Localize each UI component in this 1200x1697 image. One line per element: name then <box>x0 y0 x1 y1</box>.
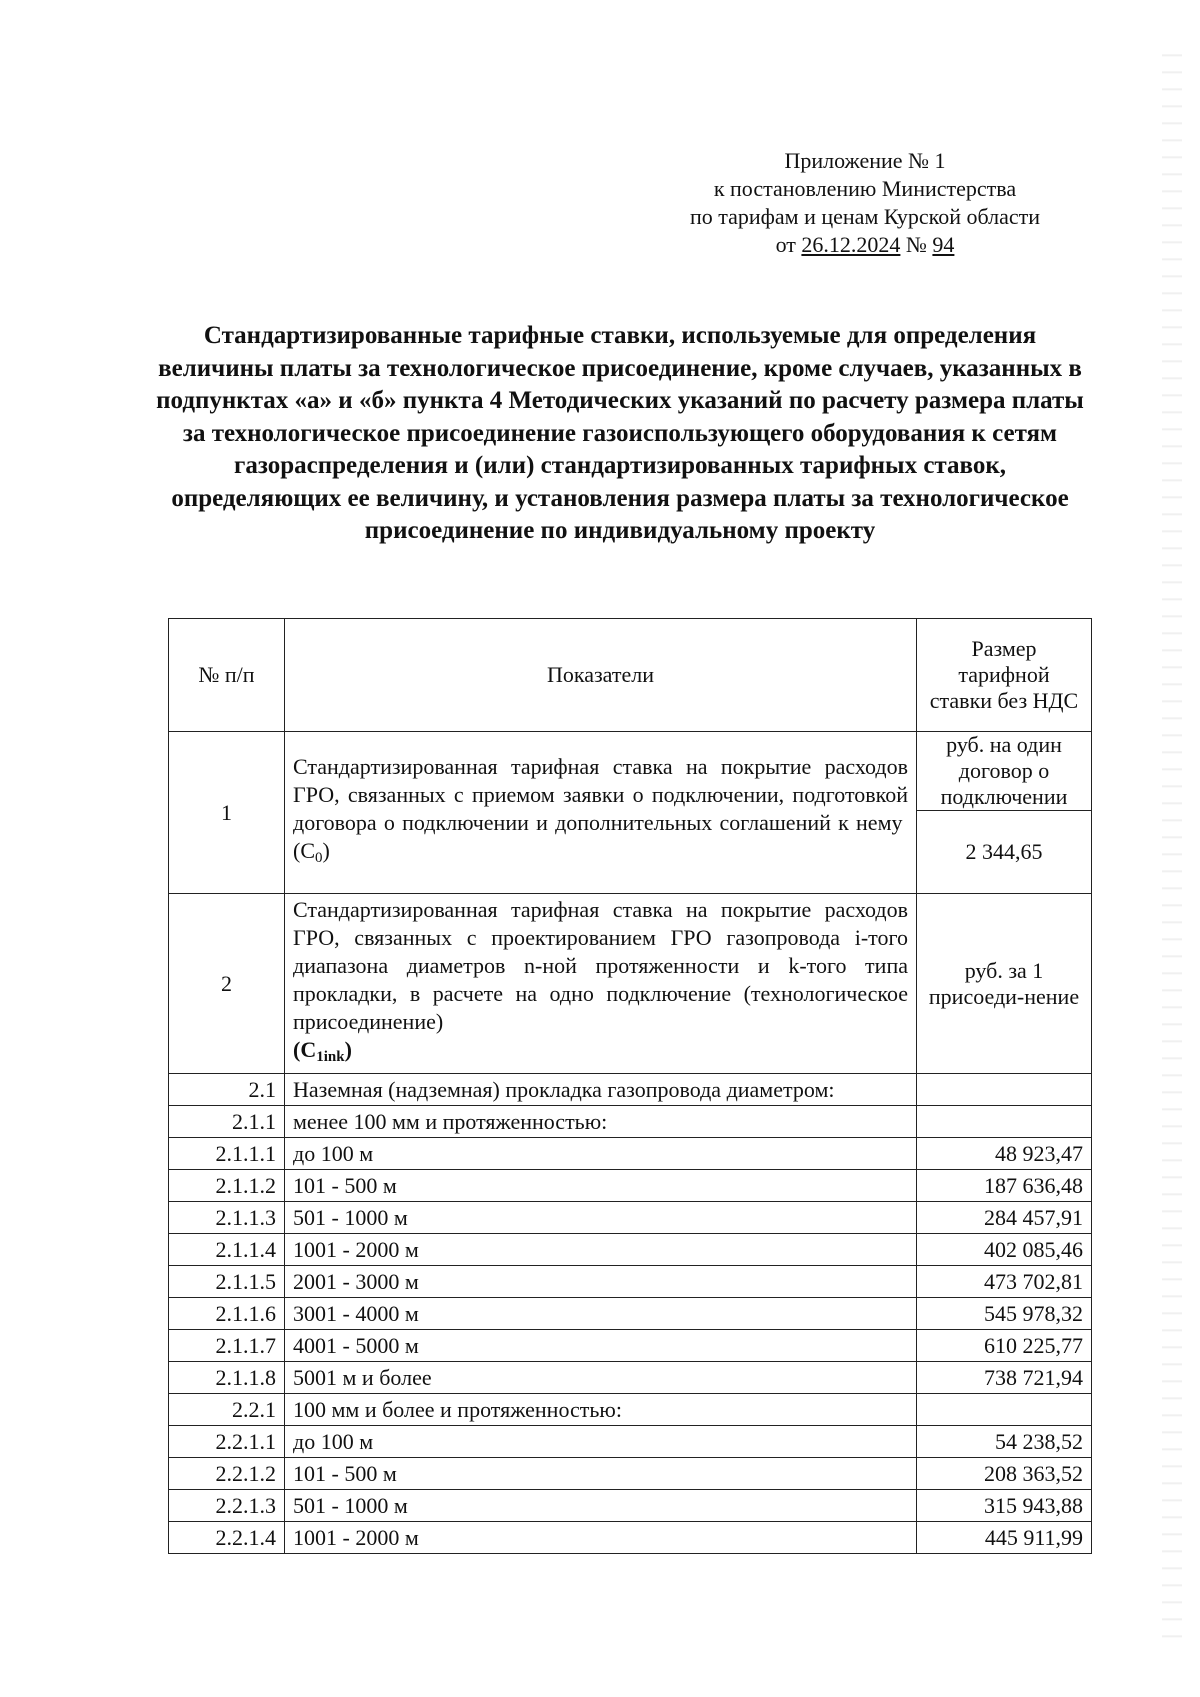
item-1-num: 1 <box>169 732 285 894</box>
row-num: 2.1.1.6 <box>169 1298 285 1330</box>
row-indicator: 501 - 1000 м <box>285 1490 917 1522</box>
row-num: 2.2.1.2 <box>169 1458 285 1490</box>
row-value: 284 457,91 <box>917 1202 1092 1234</box>
appendix-label: Приложение № 1 <box>784 148 946 173</box>
row-value <box>917 1106 1092 1138</box>
row-num: 2.1.1.4 <box>169 1234 285 1266</box>
row-num: 2.1.1.3 <box>169 1202 285 1234</box>
row-value: 610 225,77 <box>917 1330 1092 1362</box>
table-row <box>169 1458 1092 1490</box>
row-value: 738 721,94 <box>917 1362 1092 1394</box>
header-num: № п/п <box>169 619 285 732</box>
table-row <box>169 1522 1092 1554</box>
item-1-value: 2 344,65 <box>917 811 1092 894</box>
row-num: 2.1.1.8 <box>169 1362 285 1394</box>
row-indicator: до 100 м <box>285 1426 917 1458</box>
row-indicator: 1001 - 2000 м <box>285 1522 917 1554</box>
table-row <box>169 1234 1092 1266</box>
row-num: 2.2.1.3 <box>169 1490 285 1522</box>
table-row <box>169 1106 1092 1138</box>
table-row <box>169 1298 1092 1330</box>
row-indicator: 101 - 500 м <box>285 1458 917 1490</box>
item-1-row-a <box>169 732 1092 811</box>
row-num: 2.1.1.2 <box>169 1170 285 1202</box>
row-indicator: 1001 - 2000 м <box>285 1234 917 1266</box>
resolution-number: 94 <box>932 232 955 257</box>
table-row <box>169 1362 1092 1394</box>
resolution-date-line: от 26.12.2024 № 94 <box>775 232 955 257</box>
row-indicator: 100 мм и более и протяженностью: <box>285 1394 917 1426</box>
row-value: 315 943,88 <box>917 1490 1092 1522</box>
rates-table <box>168 618 1092 1554</box>
row-indicator: 3001 - 4000 м <box>285 1298 917 1330</box>
row-indicator: до 100 м <box>285 1138 917 1170</box>
table-row <box>169 1394 1092 1426</box>
header-value: Размер тарифной ставки без НДС <box>917 619 1092 732</box>
document-title: Стандартизированные тарифные ставки, используемые для определения величины платы за технологическое присоединение, кроме случаев, указанных в подпунктах «а» и «б» пункта 4 Методических указаний по расчету размера платы за технологическое присоединение газоиспользующего оборудования к сетям газораспределения и (или) стандартизированных тарифных ставок, определяющих ее величину, и установления размера платы за технологическое присоединение по индивидуальному проекту <box>156 322 1084 544</box>
document-header <box>640 147 1090 259</box>
row-num: 2.1.1.1 <box>169 1138 285 1170</box>
row-value: 545 978,32 <box>917 1298 1092 1330</box>
table-row <box>169 1138 1092 1170</box>
row-num: 2.2.1.1 <box>169 1426 285 1458</box>
row-num: 2.1.1.7 <box>169 1330 285 1362</box>
scan-edge-noise <box>1162 40 1182 1640</box>
resolution-label: к постановлению Министерства <box>713 176 1017 201</box>
row-value: 54 238,52 <box>917 1426 1092 1458</box>
item-2-symbol: $(C_{1ink})$ <box>293 1037 352 1065</box>
item-2-row <box>169 894 1092 1074</box>
table-row <box>169 1490 1092 1522</box>
table-row <box>169 1330 1092 1362</box>
resolution-date: 26.12.2024 <box>801 232 901 257</box>
row-indicator: менее 100 мм и протяженностью: <box>285 1106 917 1138</box>
row-num: 2.1.1 <box>169 1106 285 1138</box>
item-1-symbol: $(C_0)$ <box>293 838 330 866</box>
row-indicator: 4001 - 5000 м <box>285 1330 917 1362</box>
item-2-unit: руб. за 1 присоеди-нение <box>917 894 1092 1074</box>
row-value <box>917 1394 1092 1426</box>
row-indicator: 101 - 500 м <box>285 1170 917 1202</box>
table-row <box>169 1074 1092 1106</box>
row-indicator: Наземная (надземная) прокладка газопровода диаметром: <box>285 1074 917 1106</box>
row-indicator: 501 - 1000 м <box>285 1202 917 1234</box>
row-value: 187 636,48 <box>917 1170 1092 1202</box>
item-2-num: 2 <box>169 894 285 1074</box>
table-row <box>169 1426 1092 1458</box>
item-1-text: Стандартизированная тарифная ставка на покрытие расходов ГРО, связанных с приемом заявки о подключении, подготовкой договора о подключении и дополнительных соглашений к нему $(C_0)$ <box>285 732 917 894</box>
row-value: 48 923,47 <box>917 1138 1092 1170</box>
table-header-row <box>169 619 1092 732</box>
table-row <box>169 1202 1092 1234</box>
row-value: 402 085,46 <box>917 1234 1092 1266</box>
item-1-unit: руб. на один договор о подключении <box>917 732 1092 811</box>
header-indicator: Показатели <box>285 619 917 732</box>
row-indicator: 5001 м и более <box>285 1362 917 1394</box>
row-num: 2.2.1.4 <box>169 1522 285 1554</box>
item-2-text: Стандартизированная тарифная ставка на покрытие расходов ГРО, связанных с проектированием ГРО газопровода i-того диапазона диаметров n-ной протяженности и k-того типа прокладки, в расчете на одно подключение (технологическое присоединение) $(C_{1ink})$ <box>285 894 917 1074</box>
ministry-label: по тарифам и ценам Курской области <box>689 204 1041 229</box>
row-num: 2.2.1 <box>169 1394 285 1426</box>
table-row <box>169 1266 1092 1298</box>
table-row <box>169 1170 1092 1202</box>
row-value <box>917 1074 1092 1106</box>
row-num: 2.1.1.5 <box>169 1266 285 1298</box>
row-value: 208 363,52 <box>917 1458 1092 1490</box>
row-value: 445 911,99 <box>917 1522 1092 1554</box>
row-indicator: 2001 - 3000 м <box>285 1266 917 1298</box>
row-num: 2.1 <box>169 1074 285 1106</box>
row-value: 473 702,81 <box>917 1266 1092 1298</box>
